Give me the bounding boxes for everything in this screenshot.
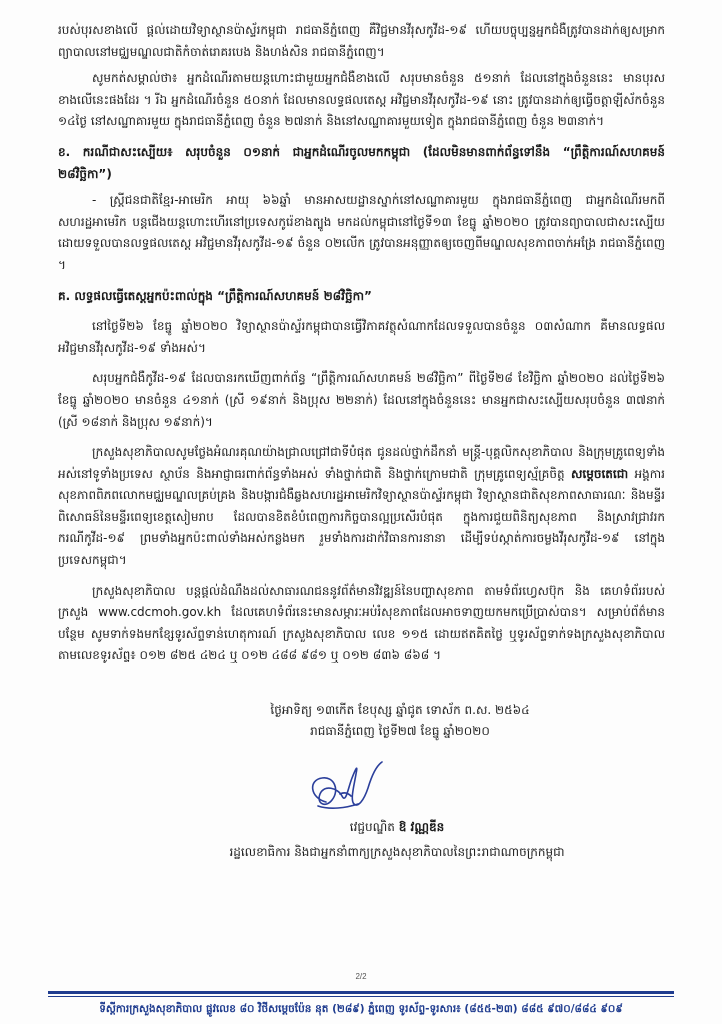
contact-text-start: ក្រសួងសុខាភិបាល បន្តផ្តល់ដំណឹងដល់សាធារណជននូវព័ត៌មានវិវឌ្ឍន៍នៃបញ្ហាសុខភាព តាមទំព័រហ្វេសប៊ុក និង គេហទំព័ររបស់ក្រសួង xyxy=(58,583,665,620)
lunar-date: ថ្ងៃអាទិត្យ ១៣កើត ខែបុស្ស ឆ្នាំជូត ទោស័ក ព.ស. ២៥៦៤ xyxy=(270,703,530,717)
contact-text-end: ដែលគេហទំព័រនេះមានសម្ភារៈអប់រំសុខភាពដែលអាចទាញយកមកប្រើប្រាស់បាន។ សម្រាប់ព័ត៌មានបន្ថែម សូមទាក់ទងមកខ្សែទូរស័ព្ទទាន់ហេតុការណ៍ ក្រសួងសុខាភិបាល លេខ ១១៥ ដោយឥតគិតថ្លៃ ឬទូរស័ព្ទទាក់ទងក្រសួងសុខាភិបាល តាមលេខទូរស័ព្ទ៖ ០១២ ៨២៥ ៤២៤ ឬ ០១២ ៤៨៨ ៩៨១ ឬ ០១២ ៨៣៦ ៨៦៨ ។ xyxy=(58,605,665,663)
paragraph-cumulative-cases: សរុបអ្នកជំងឺកូវីដ-១៩ ដែលបានរកឃើញពាក់ព័ន្ធ “ព្រឹត្តិការណ៍សហគមន៍ ២៨វិច្ឆិកា” ពីថ្ងៃទី២៨ ខែវិច្ឆិកា ឆ្នាំ២០២០ ដល់ថ្ងៃទី២៦ ខែធ្នូ ឆ្នាំ២០២០ មានចំនួន ៤១នាក់ (ស្រី ១៩នាក់ និងប្រុស ២២នាក់) ដែលនៅក្នុងចំនួននេះ មានអ្នកជាសះស្បើយសរុបចំនួន ៣៧នាក់ (ស្រី ១៨នាក់ និងប្រុស ១៩នាក់)។ xyxy=(58,371,665,429)
press-release-body xyxy=(58,20,665,692)
acknowledgement-text-start: ក្រសួងសុខាភិបាលសូមថ្លែងអំណរគុណយ៉ាងជ្រាលជ្រៅជាទីបំផុត ជូនដល់ថ្នាក់ដឹកនាំ មន្ត្រី-បុគ្គលិកសុខាភិបាល និងក្រុមគ្រូពេទ្យទាំងអស់នៅទូទាំងប្រទេស ស្ថាប័ន និងអាជ្ញាធរពាក់ព័ន្ធទាំងអស់ ទាំងថ្នាក់ជាតិ និងថ្នាក់ក្រោមជាតិ ក្រុមគ្រូពេទ្យស្ម័គ្រចិត្ត xyxy=(58,445,665,481)
page-number: 2/2 xyxy=(355,972,367,981)
footer-divider-thin xyxy=(48,996,674,997)
website-url: www.cdcmoh.gov.kh xyxy=(98,605,222,620)
paragraph-sample-results: នៅថ្ងៃទី២៦ ខែធ្នូ ឆ្នាំ២០២០ វិទ្យាស្ថានប៉ាស្ទ័រកម្ពុជាបានធ្វើវិភាគវត្ថុសំណាកដែលទទួលបានចំនួន ០៣សំណាក គឺមានលទ្ធផល អវិជ្ជមានវីរុសកូវីដ-១៩ ទាំងអស់។ xyxy=(58,319,665,355)
acknowledgement-text-end: អង្គការសុខភាពពិភពលោកមជ្ឈមណ្ឌលគ្រប់គ្រង និងបង្ការជំងឺឆ្លងសហរដ្ឋអាមេរិកវិទ្យាស្ថានប៉ាស្ទ័រកម្ពុជា វិទ្យាស្ថានជាតិសុខភាពសាធារណៈ និងមន្ទីរពិសោធន៍នៃមន្ទីរពេទ្យខេត្តសៀមរាប ដែលបានខិតខំបំពេញការកិច្ចបានល្អប្រសើរបំផុត ក្នុងការជួយពិនិត្យសុខភាព និងស្រាវជ្រាវរកករណីកូវីដ-១៩ ព្រមទាំងអ្នកប៉ះពាល់ទាំងអស់កន្លងមក រួមទាំងការដាក់វិធានការនានា ដើម្បីទប់ស្កាត់ការចម្លងវីរុសកូវីដ-១៩ នៅក្នុងប្រទេសកម្ពុជា។ xyxy=(58,466,665,568)
acknowledgement-bold-name: សម្តេចតេជោ xyxy=(570,466,629,481)
footer-divider xyxy=(48,991,674,994)
footer-address: ទីស្តីការក្រសួងសុខាភិបាល ផ្លូវលេខ ៨០ វិថីសម្តេចប៉ែន នុត (២៨៩) ភ្នំពេញ ទូរស័ព្ទ-ទូរសារ៖ (៨៥៥-២៣) ៨៨៥ ៩៧០/៨៨៤ ៩០៩ xyxy=(99,1003,623,1015)
signatory-prefix: វេជ្ជបណ្ឌិត xyxy=(349,820,399,834)
paragraph-passenger-note: សូមកត់សម្គាល់ថា៖ អ្នកដំណើរតាមយន្តហោះជាមួយអ្នកជំងឺខាងលើ សរុបមានចំនួន ៥១នាក់ ដែលនៅក្នុងចំនួននេះ មានបុរសខាងលើនេះផងដែរ ។ រីឯ អ្នកដំណើរចំនួន ៥០នាក់ ដែលមានលទ្ធផលតេស្ត អវិជ្ជមានវីរុសកូវីដ-១៩ នោះ ត្រូវបានដាក់ឲ្យធ្វើចត្តាឡីស័កចំនួន ១៤ថ្ងៃ នៅសណ្ឋាគារមួយ ក្នុងរាជធានីភ្នំពេញ ចំនួន ២៧នាក់ និងនៅសណ្ឋាគារមួយទៀត ក្នុងរាជធានីភ្នំពេញ ចំនួន ២៣នាក់។ xyxy=(58,71,665,129)
place-and-date: រាជធានីភ្នំពេញ ថ្ងៃទី២៧ ខែធ្នូ ឆ្នាំ២០២០ xyxy=(310,724,490,738)
signatory-name xyxy=(200,817,594,837)
handwritten-signature xyxy=(296,758,392,818)
section-heading-recovered: ខ. ករណីជាសះស្បើយ៖ សរុបចំនួន ០១នាក់ ជាអ្នកដំណើរចូលមកកម្ពុជា (ដែលមិនមានពាក់ព័ន្ធទៅនឹង “ព្រឹត្តិការណ៍សហគមន៍ ២៨វិច្ឆិកា”) xyxy=(58,144,665,181)
signatory-full-name: ឱ វណ្ណឌីន xyxy=(398,820,445,834)
section-heading-contact-tests: គ. លទ្ធផលធ្វើតេស្តអ្នកប៉ះពាល់ក្នុង “ព្រឹត្តិការណ៍សហគមន៍ ២៨វិច្ឆិកា” xyxy=(58,288,372,303)
paragraph-acknowledgement xyxy=(58,442,665,572)
paragraph-patient-status: របស់បុរសខាងលើ ផ្តល់ដោយវិទ្យាស្ថានប៉ាស្ទ័រកម្ពុជា រាជធានីភ្នំពេញ គឺវិជ្ជមានវីរុសកូវីដ-១៩ ហើយបច្ចុប្បន្នអ្នកជំងឺត្រូវបានដាក់ឲ្យសម្រាកព្យាបាលនៅមជ្ឈមណ្ឌលជាតិកំចាត់រោគរបេង និងហង់សិន រាជធានីភ្នំពេញ។ xyxy=(58,23,665,59)
paragraph-contact-info xyxy=(58,581,665,667)
signatory-title: រដ្ឋលេខាធិការ និងជាអ្នកនាំពាក្យក្រសួងសុខាភិបាលនៃព្រះរាជាណាចក្រកម្ពុជា xyxy=(229,845,565,859)
paragraph-recovered-case: - ស្ត្រីជនជាតិខ្មែរ-អាមេរិក អាយុ ៦៦ឆ្នាំ មានអាសយដ្ឋានស្នាក់នៅសណ្ឋាគារមួយ ក្នុងរាជធានីភ្នំពេញ ជាអ្នកដំណើរមកពីសហរដ្ឋអាមេរិក បន្តជើងយន្តហោះហើរនៅប្រទេសកូរ៉េខាងត្បូង មកដល់កម្ពុជានៅថ្ងៃទី១៣ ខែធ្នូ ឆ្នាំ២០២០ ត្រូវបានព្យាបាលជាសះស្បើយ ដោយទទួលបានលទ្ធផលតេស្ត អវិជ្ជមានវីរុសកូវីដ-១៩ ចំនួន ០២លើក ត្រូវបានអនុញ្ញាតឲ្យចេញពីមណ្ឌលសុខភាពចាក់អង្រែ រាជធានីភ្នំពេញ ។ xyxy=(58,193,665,272)
signature-drawing xyxy=(296,758,392,818)
